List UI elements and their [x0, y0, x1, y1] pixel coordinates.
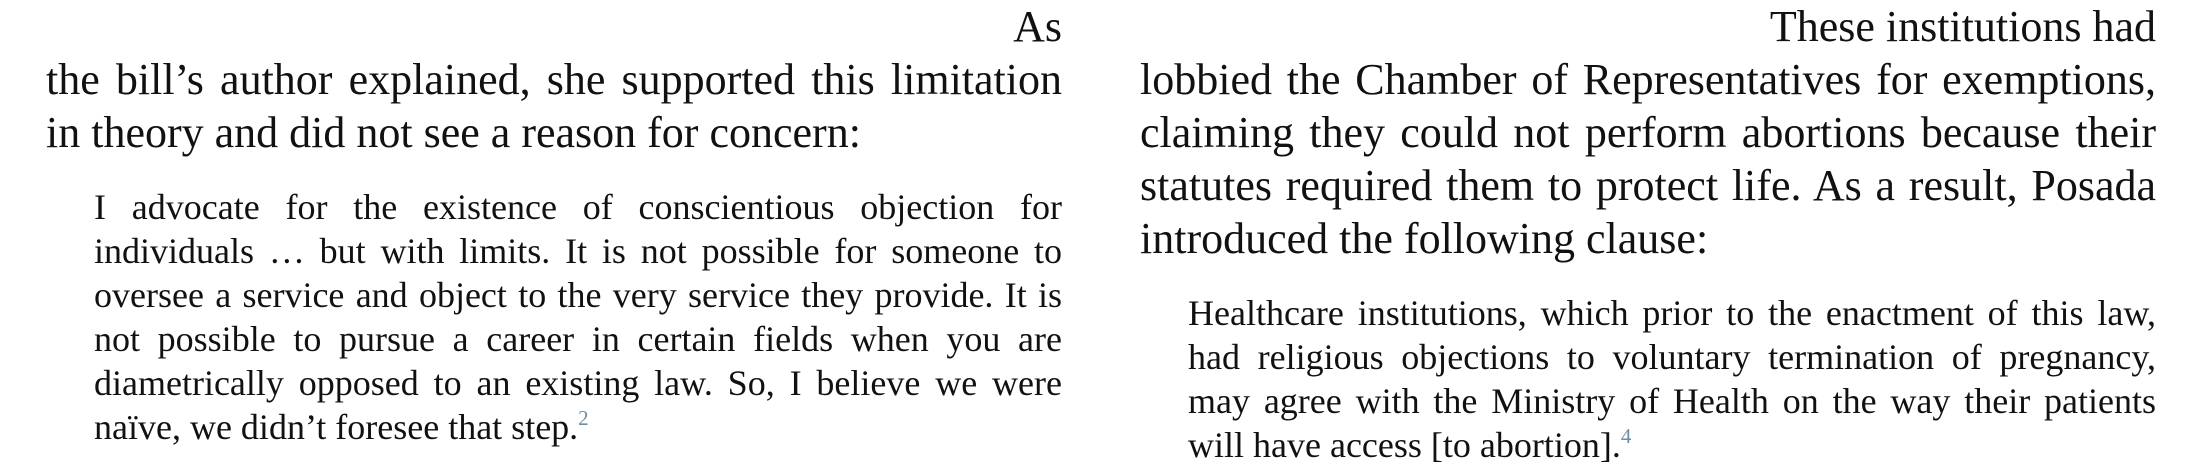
- right-column: [1140, 0, 2156, 467]
- right-quote-text: Healthcare institutions, which prior to the enactment of this law, had religious objections to voluntary termination of pregnancy, may agree with the Ministry of Health on the way their patients will have access [to abortion].: [1188, 293, 2156, 465]
- right-lead-text: These institutions had: [1769, 2, 2156, 51]
- right-block-quote: [1188, 291, 2156, 467]
- left-body-paragraph: the bill’s author explained, she supported this limitation in theory and did not see a reason for concern:: [46, 55, 1062, 157]
- left-block-quote: [94, 185, 1062, 449]
- left-lead-text: As: [1013, 2, 1062, 51]
- left-quote-text: I advocate for the existence of conscientious objection for individuals … but with limits. It is not possible for someone to oversee a service and object to the very service they provide. It is not possible to pursue a career in certain fields when you are diametrically opposed to an existing law. So, I believe we were naïve, we didn’t foresee that step.: [94, 187, 1062, 447]
- left-column: [46, 0, 1062, 449]
- footnote-link-4[interactable]: 4: [1620, 424, 1632, 448]
- right-body-paragraph: lobbied the Chamber of Representatives for exemptions, claiming they could not perform abortions because their statutes required them to protect life. As a result, Posada introduced the following clause:: [1140, 55, 2156, 263]
- footnote-link-2[interactable]: 2: [578, 406, 589, 430]
